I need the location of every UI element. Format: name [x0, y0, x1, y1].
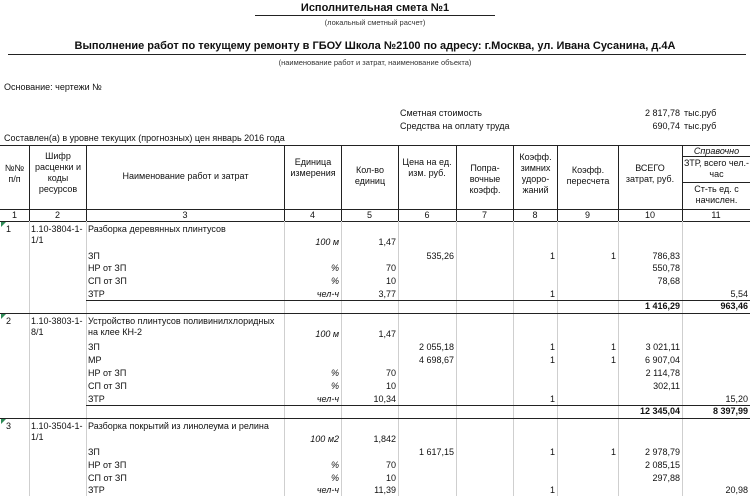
row-total: 550,78: [652, 263, 680, 273]
row-total: 2 978,79: [644, 447, 680, 457]
header-price: Цена на ед. изм. руб.: [402, 157, 452, 178]
item-sum-total: 12 345,04: [639, 406, 680, 416]
row-qty: 10: [385, 473, 396, 483]
cost-label: Сметная стоимость: [400, 108, 482, 118]
col-number: 6: [424, 210, 430, 220]
item-qty: 1,47: [378, 329, 396, 339]
item-code: 1.10-3804-1-1/1: [31, 224, 83, 245]
col-number: 8: [532, 210, 538, 220]
row-recalc: 1: [610, 251, 616, 261]
item-code: 1.10-3504-1-1/1: [31, 421, 83, 442]
row-total: 2 114,78: [645, 368, 680, 378]
item-code: 1.10-3803-1-8/1: [31, 316, 83, 337]
item-name: Разборка деревянных плинтусов: [88, 224, 226, 234]
row-total: 2 085,15: [644, 460, 680, 470]
row-winter: 1: [549, 447, 555, 457]
work-subtitle: (наименование работ и затрат, наименование объекта): [278, 58, 472, 67]
row-ref: 20,98: [725, 485, 748, 495]
row-unit: %: [330, 473, 339, 483]
col-number: 7: [481, 210, 487, 220]
item-bottom-border: [0, 418, 750, 419]
col-number: 2: [54, 210, 60, 220]
row-unit: %: [330, 381, 339, 391]
row-unit: %: [330, 460, 339, 470]
row-winter: 1: [549, 289, 555, 299]
row-name: ЗП: [88, 447, 100, 457]
wages-label: Средства на оплату труда: [400, 121, 510, 131]
row-unit: чел-ч: [316, 289, 339, 299]
item-unit: 100 м: [315, 237, 339, 247]
header-name: Наименование работ и затрат: [122, 171, 249, 181]
row-name: ЗТР: [88, 394, 105, 404]
header-total: ВСЕГО затрат, руб.: [625, 163, 675, 184]
item-unit: 100 м2: [310, 434, 339, 444]
row-name: СП от ЗП: [88, 276, 127, 286]
wages-unit: тыс.руб: [684, 121, 717, 131]
item-name: Устройство плинтусов поливинилхлоридных на клее КН-2: [88, 316, 275, 337]
col-number: 11: [711, 210, 721, 220]
row-total: 3 021,11: [645, 342, 680, 352]
row-name: СП от ЗП: [88, 381, 127, 391]
row-unit: чел-ч: [316, 394, 339, 404]
work-title-underline: [8, 54, 746, 55]
header-unit: Единица измерения: [290, 157, 336, 178]
item-number: 2: [6, 316, 12, 326]
row-qty: 11,39: [374, 485, 396, 495]
item-bottom-border: [0, 313, 750, 314]
row-name: ЗП: [88, 251, 100, 261]
item-sum-ref: 963,46: [720, 301, 748, 311]
row-ref: 15,20: [725, 394, 748, 404]
row-qty: 3,77: [378, 289, 396, 299]
row-total: 6 907,04: [644, 355, 680, 365]
header-recalc: Коэфф. пересчета: [566, 165, 610, 186]
row-unit: %: [330, 276, 339, 286]
row-price: 1 617,15: [418, 447, 454, 457]
row-name: ЗТР: [88, 485, 105, 495]
grid-line: [682, 221, 683, 496]
header-corr: Попра-вочные коэфф.: [469, 163, 501, 195]
item-number: 3: [6, 421, 12, 431]
grid-line: [456, 221, 457, 496]
basis-text: Основание: чертежи №: [4, 82, 102, 92]
item-number: 1: [6, 224, 12, 234]
title-underline: [255, 15, 495, 16]
item-qty: 1,47: [378, 237, 396, 247]
grid-line: [86, 221, 87, 496]
row-winter: 1: [549, 394, 555, 404]
work-title: Выполнение работ по текущему ремонту в ГБОУ Школа №2100 по адресу: г.Москва, ул. Ивана Сусанина, д.4А: [74, 40, 676, 52]
item-sum-total: 1 416,29: [644, 301, 680, 311]
row-name: МР: [88, 355, 102, 365]
document-subtitle: (локальный сметный расчет): [324, 18, 426, 27]
row-recalc: 1: [610, 447, 616, 457]
row-winter: 1: [549, 485, 555, 495]
header-ref-a: ЗТР, всего чел.-час: [684, 158, 749, 179]
row-qty: 10: [385, 276, 396, 286]
row-recalc: 1: [610, 342, 616, 352]
colnum-bottom-border: [0, 221, 750, 222]
col-number: 9: [584, 210, 590, 220]
row-qty: 70: [385, 368, 396, 378]
item-name: Разборка покрытий из линолеума и релина: [88, 421, 269, 431]
table-top-border: [0, 145, 750, 146]
row-recalc: 1: [610, 355, 616, 365]
row-name: ЗП: [88, 342, 100, 352]
row-ref: 5,54: [730, 289, 748, 299]
header-ref-b: Ст-ть ед. с начислен.: [694, 184, 739, 205]
row-price: 4 698,67: [418, 355, 454, 365]
header-winter: Коэфф. зимних удоро-жаний: [519, 152, 552, 195]
col-number: 1: [11, 210, 17, 220]
row-name: НР от ЗП: [88, 263, 127, 273]
row-price: 2 055,18: [418, 342, 454, 352]
item-qty: 1,842: [373, 434, 396, 444]
cost-unit: тыс.руб: [684, 108, 717, 118]
header-num: №№ п/п: [4, 163, 25, 184]
row-name: ЗТР: [88, 289, 105, 299]
row-winter: 1: [549, 251, 555, 261]
row-unit: %: [330, 368, 339, 378]
row-qty: 10: [385, 381, 396, 391]
item-unit: 100 м: [315, 329, 339, 339]
row-name: СП от ЗП: [88, 473, 127, 483]
col-number: 5: [366, 210, 372, 220]
header-qty: Кол-во единиц: [354, 165, 386, 186]
compiled-text: Составлен(а) в уровне текущих (прогнозных) цен январь 2016 года: [4, 133, 285, 143]
row-qty: 70: [385, 263, 396, 273]
col-number: 10: [644, 210, 655, 220]
row-unit: %: [330, 263, 339, 273]
col-number: 3: [182, 210, 188, 220]
row-name: НР от ЗП: [88, 460, 127, 470]
grid-line: [29, 221, 30, 496]
row-total: 297,88: [652, 473, 680, 483]
row-unit: чел-ч: [316, 485, 339, 495]
row-total: 786,83: [652, 251, 680, 261]
document-title: Исполнительная смета №1: [300, 2, 450, 14]
row-qty: 10,34: [373, 394, 396, 404]
row-qty: 70: [385, 460, 396, 470]
header-ref-title: Справочно: [693, 146, 740, 156]
row-price: 535,26: [426, 251, 454, 261]
row-total: 78,68: [657, 276, 680, 286]
row-total: 302,11: [653, 381, 680, 391]
row-winter: 1: [549, 342, 555, 352]
row-winter: 1: [549, 355, 555, 365]
col-number: 4: [309, 210, 315, 220]
cost-value: 2 817,78: [644, 108, 680, 118]
header-code: Шифр расценки и коды ресурсов: [34, 151, 82, 194]
ref-sep: [682, 182, 750, 183]
wages-value: 690,74: [652, 121, 680, 131]
row-name: НР от ЗП: [88, 368, 127, 378]
item-sum-ref: 8 397,99: [712, 406, 748, 416]
